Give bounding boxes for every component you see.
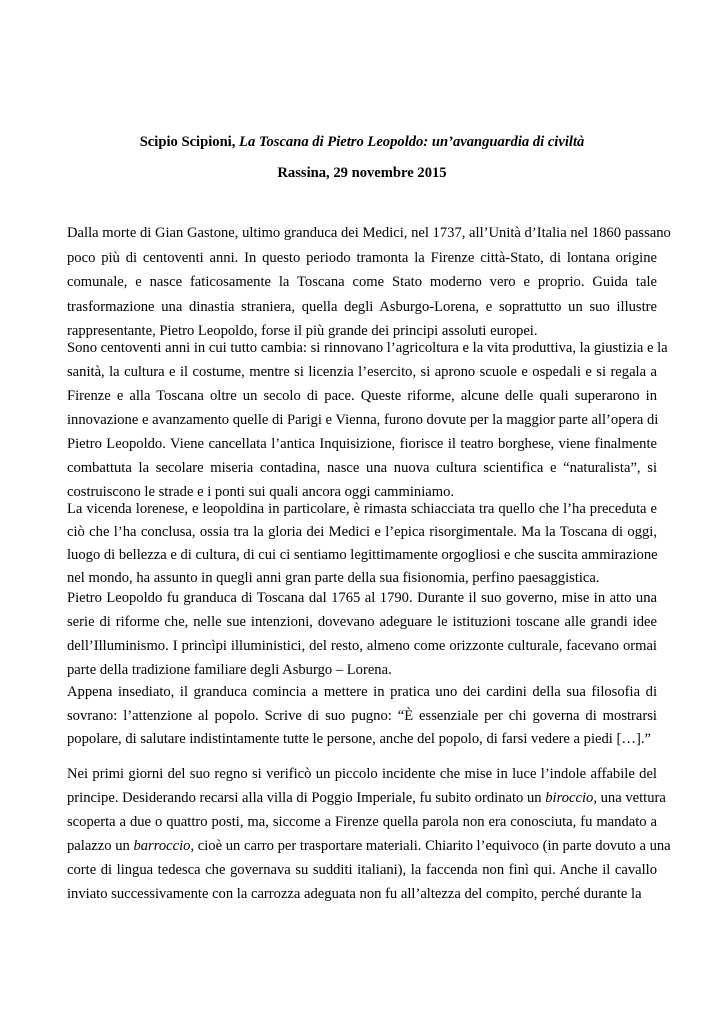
text-line: sanità, la cultura e il costume, mentre si licenzia l’esercito, si aprono scuole e ospedali e si regala a	[67, 364, 657, 380]
text-line: Sono centoventi anni in cui tutto cambia: si rinnovano l’agricoltura e la vita produttiva, la giustizia e la	[67, 340, 668, 356]
text-line: inviato successivamente con la carrozza adeguata non fu all’altezza del compito, perché durante la	[67, 886, 642, 902]
document-title	[0, 133, 724, 151]
paragraph	[67, 762, 671, 906]
paragraph	[67, 336, 668, 504]
text-line: costruiscono le strade e i ponti sui quali ancora oggi camminiamo.	[67, 484, 455, 500]
paragraph	[67, 498, 657, 590]
text-line: popolare, di salutare indistintamente tutte le persone, anche del popolo, di farsi vedere a piedi […].”	[67, 731, 651, 747]
text-line: trasformazione una dinastia straniera, quella degli Asburgo-Lorena, e soprattutto un suo illustre	[67, 298, 657, 315]
text-line: principe. Desiderando recarsi alla villa di Poggio Imperiale, fu subito ordinato un biroccio, una vettura	[67, 790, 666, 806]
text-line: Nei primi giorni del suo regno si verificò un piccolo incidente che mise in luce l’indole affabile del	[67, 766, 657, 782]
author-name: Scipio Scipioni,	[139, 134, 240, 150]
text-line: poco più di centoventi anni. In questo periodo tramonta la Firenze città-Stato, di lontana origine	[67, 249, 657, 266]
place-date: Rassina, 29 novembre 2015	[277, 165, 447, 181]
text-line: serie di riforme che, nelle sue intenzioni, dovevano adeguare le istituzioni toscane alle grandi idee	[67, 614, 657, 630]
text-line: Appena insediato, il granduca comincia a mettere in pratica uno dei cardini della sua filosofia di	[67, 684, 657, 700]
text-line: nel mondo, ha assunto in quegli anni gran parte della sua fisionomia, perfino paesaggistica.	[67, 570, 600, 586]
text-line: corte di lingua tedesca che governava su sudditi italiani), la faccenda non finì qui. Anche il cavallo	[67, 862, 657, 878]
text-line: parte della tradizione familiare degli Asburgo – Lorena.	[67, 662, 392, 678]
text-line: innovazione e avanzamento quelle di Parigi e Vienna, furono dovute per la maggior parte all’opera di	[67, 412, 659, 428]
text-line: ciò che l’ha conclusa, ossia tra la gloria dei Medici e l’epica risorgimentale. Ma la Toscana di oggi,	[67, 524, 657, 540]
text-line: luogo di bellezza e di cultura, di cui ci sentiamo legittimamente orgogliosi e che suscita ammirazione	[67, 547, 658, 563]
text-line: La vicenda lorenese, e leopoldina in particolare, è rimasta schiacciata tra quello che l’ha preceduta e	[67, 501, 657, 517]
text-line: Pietro Leopoldo. Viene cancellata l’antica Inquisizione, fiorisce il teatro borghese, viene finalmente	[67, 436, 657, 452]
text-line: comunale, e nasce faticosamente la Toscana come Stato moderno vero e proprio. Guida tale	[67, 274, 657, 290]
text-line: Firenze e alla Toscana oltre un secolo di pace. Queste riforme, alcune delle quali superarono in	[67, 388, 657, 404]
text-line: dell’Illuminismo. I princìpi illuministici, del resto, almeno come orizzonte culturale, facevano ormai	[67, 638, 657, 654]
paragraph	[67, 221, 671, 344]
text-line: scoperta a due o quattro posti, ma, siccome a Firenze quella parola non era conosciuta, fu mandato a	[67, 814, 657, 830]
text-line: rappresentante, Pietro Leopoldo, forse il più grande dei principi assoluti europei.	[67, 323, 538, 339]
text-line: sovrano: l’attenzione al popolo. Scrive di suo pugno: “È essenziale per chi governa di mostrarsi	[67, 707, 657, 724]
text-line: combattuta la secolare miseria contadina, nasce una nuova cultura scientifica e “naturalista”, si	[67, 460, 657, 476]
text-line: Dalla morte di Gian Gastone, ultimo granduca dei Medici, nel 1737, all’Unità d’Italia nel 1860 passano	[67, 225, 671, 241]
paragraph	[67, 681, 657, 752]
text-line: palazzo un barroccio, cioè un carro per trasportare materiali. Chiarito l’equivoco (in parte dovuto a una	[67, 838, 671, 854]
paragraph	[67, 586, 657, 682]
essay-title: La Toscana di Pietro Leopoldo: un’avanguardia di civiltà	[239, 134, 585, 150]
text-line: Pietro Leopoldo fu granduca di Toscana dal 1765 al 1790. Durante il suo governo, mise in atto una	[67, 590, 657, 606]
